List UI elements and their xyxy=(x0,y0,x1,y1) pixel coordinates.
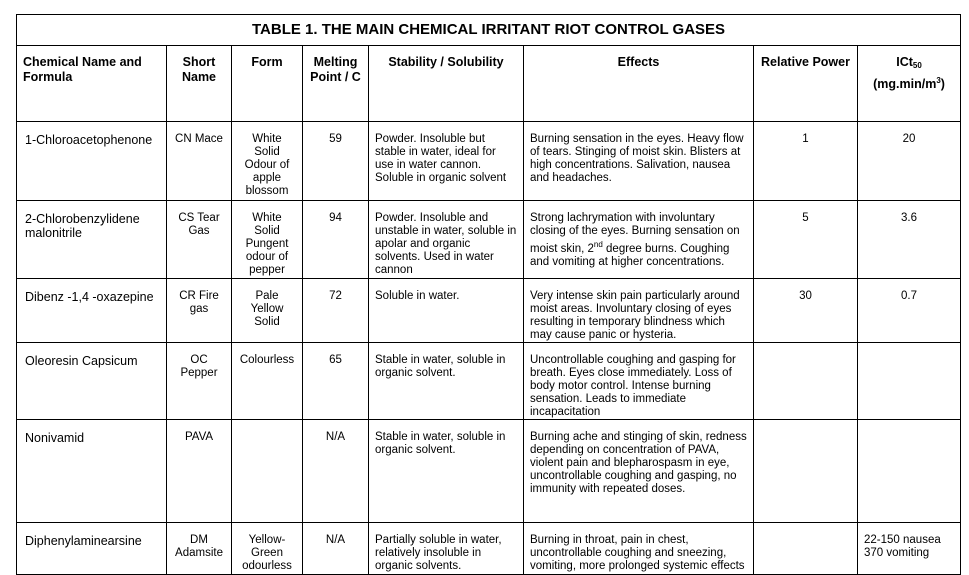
header-stability: Stability / Solubility xyxy=(369,46,524,122)
cell-short-name: PAVA xyxy=(167,420,232,523)
header-chemical: Chemical Name and Formula xyxy=(17,46,167,122)
cell-ict: 3.6 xyxy=(858,201,961,279)
cell-form xyxy=(232,420,303,523)
cell-form: White Solid Pungent odour of pepper xyxy=(232,201,303,279)
cell-short-name: CN Mace xyxy=(167,122,232,201)
table-row xyxy=(17,343,961,420)
cell-form: Pale Yellow Solid xyxy=(232,279,303,343)
effects-text: Strong lachrymation with involuntary closing of the eyes. Burning sensation on moist skin, 2 xyxy=(530,212,740,255)
cell-short-name: DM Adamsite xyxy=(167,523,232,575)
cell-melting: N/A xyxy=(303,523,369,575)
effects-superscript: nd xyxy=(593,240,603,249)
cell-ict: 20 xyxy=(858,122,961,201)
header-effects: Effects xyxy=(524,46,754,122)
cell-melting: 94 xyxy=(303,201,369,279)
cell-effects: Very intense skin pain particularly around moist areas. Involuntary closing of eyes resulting in temporary blindness which may cause panic or hysteria. xyxy=(524,279,754,343)
cell-chemical: Diphenylaminearsine xyxy=(17,523,167,575)
cell-ict xyxy=(858,343,961,420)
cell-short-name: OC Pepper xyxy=(167,343,232,420)
header-form: Form xyxy=(232,46,303,122)
cell-power: 5 xyxy=(754,201,858,279)
ict-unit: (mg.min/m xyxy=(873,77,937,91)
cell-melting: 72 xyxy=(303,279,369,343)
header-short-name: Short Name xyxy=(167,46,232,122)
cell-form: White Solid Odour of apple blossom xyxy=(232,122,303,201)
cell-effects: Uncontrollable coughing and gasping for breath. Eyes close immediately. Loss of body motor control. Intense burning sensation. Leads to immediate incapacitation xyxy=(524,343,754,420)
cell-chemical: 2-Chlorobenzylidene malonitrile xyxy=(17,201,167,279)
cell-power: 1 xyxy=(754,122,858,201)
cell-stability: Stable in water, soluble in organic solvent. xyxy=(369,420,524,523)
cell-power xyxy=(754,420,858,523)
table-title: TABLE 1. THE MAIN CHEMICAL IRRITANT RIOT CONTROL GASES xyxy=(17,15,961,46)
ict-subscript: 50 xyxy=(912,61,922,70)
cell-stability: Soluble in water. xyxy=(369,279,524,343)
cell-ict xyxy=(858,420,961,523)
cell-stability: Powder. Insoluble but stable in water, ideal for use in water cannon. Soluble in organic solvent xyxy=(369,122,524,201)
cell-power: 30 xyxy=(754,279,858,343)
cell-form: Colourless xyxy=(232,343,303,420)
table-row xyxy=(17,122,961,201)
riot-gases-table xyxy=(16,14,961,575)
cell-chemical: Nonivamid xyxy=(17,420,167,523)
cell-power xyxy=(754,523,858,575)
cell-melting: 65 xyxy=(303,343,369,420)
table-row xyxy=(17,201,961,279)
ict-label: ICt xyxy=(896,55,913,69)
table-row xyxy=(17,523,961,575)
cell-melting: N/A xyxy=(303,420,369,523)
cell-effects: Burning ache and stinging of skin, redness depending on concentration of PAVA, violent pain and blepharospasm in eye, uncontrollable coughing and gasping, no immunity with repeated doses. xyxy=(524,420,754,523)
header-ict50 xyxy=(858,46,961,122)
cell-effects: Burning in throat, pain in chest, uncontrollable coughing and sneezing, vomiting, more prolonged systemic effects xyxy=(524,523,754,575)
cell-stability: Partially soluble in water, relatively insoluble in organic solvents. xyxy=(369,523,524,575)
cell-ict: 0.7 xyxy=(858,279,961,343)
cell-stability: Powder. Insoluble and unstable in water, soluble in apolar and organic solvents. Used in water cannon xyxy=(369,201,524,279)
ict-unit-superscript: 3 xyxy=(936,76,941,85)
cell-power xyxy=(754,343,858,420)
cell-effects: Burning sensation in the eyes. Heavy flow of tears. Stinging of moist skin. Blisters at high concentrations. Salivation, nausea and headaches. xyxy=(524,122,754,201)
cell-chemical: 1-Chloroacetophenone xyxy=(17,122,167,201)
cell-chemical: Dibenz -1,4 -oxazepine xyxy=(17,279,167,343)
cell-effects xyxy=(524,201,754,279)
table-row xyxy=(17,420,961,523)
cell-form: Yellow-Green odourless xyxy=(232,523,303,575)
header-relative-power: Relative Power xyxy=(754,46,858,122)
ict-unit-close: ) xyxy=(940,77,945,91)
chemical-table-container xyxy=(16,14,960,575)
cell-chemical: Oleoresin Capsicum xyxy=(17,343,167,420)
table-row xyxy=(17,279,961,343)
header-row xyxy=(17,46,961,122)
cell-stability: Stable in water, soluble in organic solvent. xyxy=(369,343,524,420)
header-melting-point: Melting Point / C xyxy=(303,46,369,122)
cell-ict: 22-150 nausea 370 vomiting xyxy=(858,523,961,575)
cell-short-name: CR Fire gas xyxy=(167,279,232,343)
effects-text-cont: degree burns. Coughing and vomiting at higher concentrations. xyxy=(530,243,730,268)
cell-short-name: CS Tear Gas xyxy=(167,201,232,279)
cell-melting: 59 xyxy=(303,122,369,201)
